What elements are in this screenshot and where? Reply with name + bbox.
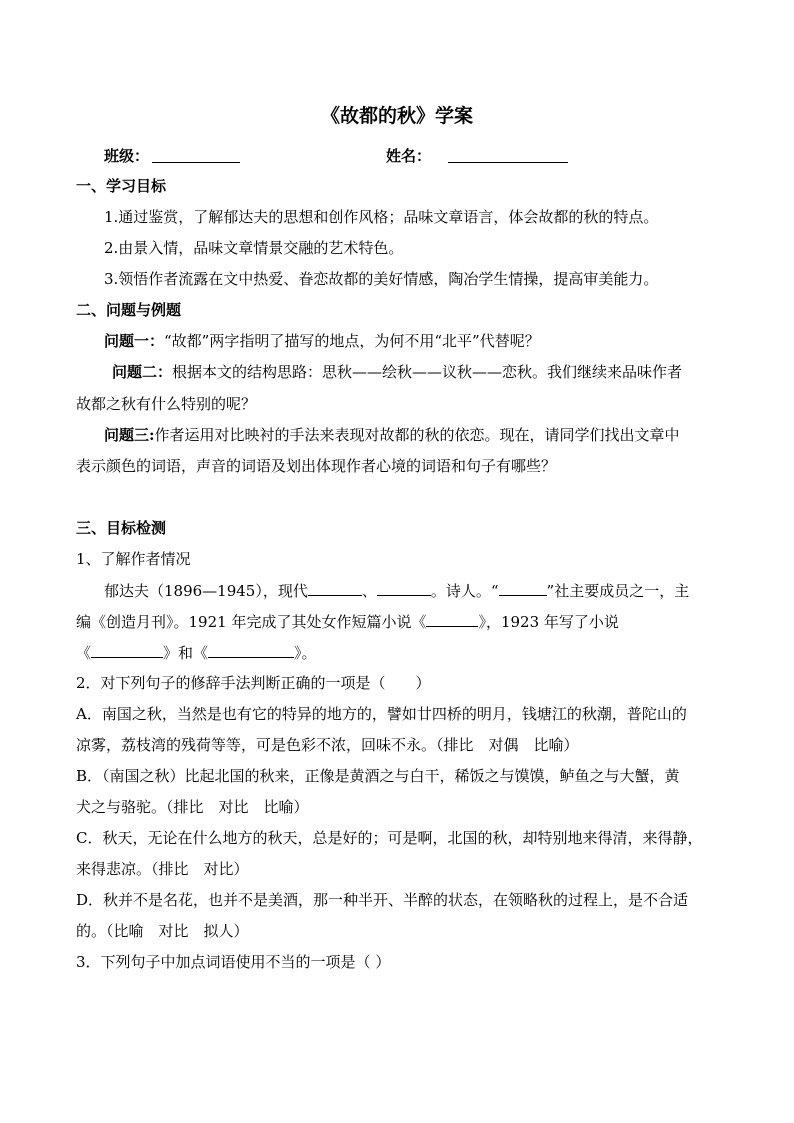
question-2: [112, 362, 682, 382]
author-info-line-3: [76, 642, 317, 663]
author-info-text: 。诗人。“: [430, 582, 499, 600]
author-info-line-2: [76, 611, 619, 632]
question-3-label: 问题三:: [104, 426, 155, 444]
author-info-line-1: [104, 580, 689, 601]
item3-heading: 3．下列句子中加点词语使用不当的一项是（ ）: [76, 953, 391, 971]
blank-field[interactable]: [426, 611, 478, 627]
option-d-line-1: D．秋并不是名花，也并不是美酒，那一种半开、半醉的状态，在领略秋的过程上，是不合适: [76, 891, 689, 909]
question-2-text: 根据本文的结构思路：思秋——绘秋——议秋——恋秋。我们继续来品味作者: [172, 363, 683, 381]
option-b-line-1: B．（南国之秋）比起北国的秋来，正像是黄酒之与白干，稀饭之与馍馍，鲈鱼之与大蟹，黄: [76, 767, 680, 785]
question-1-text: “故都”两字指明了描写的地点，为何不用“北平”代替呢？: [164, 332, 540, 350]
author-info-text: ”社主要成员之一，主: [546, 582, 690, 600]
class-label: 班级：: [104, 147, 150, 165]
question-2-label: 问题二：: [112, 363, 173, 381]
option-d-line-2: 的。（比喻 对比 拟人）: [76, 922, 249, 940]
author-info-text: 》和《: [163, 644, 209, 662]
question-1-label: 问题一：: [104, 332, 165, 350]
author-info-text: 《: [76, 644, 92, 662]
option-a-line-2: 凉雾，荔枝湾的残荷等等，可是色彩不浓，回味不永。（排比 对偶 比喻）: [76, 736, 579, 754]
author-info-text: 郁达夫（1896—1945），现代: [104, 582, 308, 600]
name-blank[interactable]: [448, 146, 568, 163]
class-blank[interactable]: [152, 146, 240, 163]
item2-heading: 2．对下列句子的修辞手法判断正确的一项是（ ）: [76, 674, 431, 692]
question-2-continued: 故都之秋有什么特别的呢？: [76, 395, 257, 413]
page-title: 《故都的秋》学案: [320, 105, 473, 127]
blank-field[interactable]: [377, 580, 431, 596]
author-info-text: 编《创造月刊》。1921 年完成了其处女作短篇小说《: [76, 613, 427, 631]
option-c-line-1: C．秋天，无论在什么地方的秋天，总是好的；可是啊，北国的秋，却特别地来得清，来得静，: [76, 829, 703, 847]
blank-field[interactable]: [499, 580, 547, 596]
option-a-line-1: A．南国之秋，当然是也有它的特异的地方的，譬如廿四桥的明月，钱塘江的秋潮，普陀山的: [76, 705, 687, 723]
question-1: [104, 331, 540, 351]
objective-2: 2.由景入情，品味文章情景交融的艺术特色。: [104, 239, 404, 257]
blank-field[interactable]: [308, 580, 362, 596]
author-info-text: 》。: [294, 644, 317, 662]
question-3-text: 作者运用对比映衬的手法来表现对故都的秋的依恋。现在，请同学们找出文章中: [154, 426, 680, 444]
section2-heading: 二、问题与例题: [76, 301, 182, 319]
question-3-continued: 表示颜色的词语，声音的词语及划出体现作者心境的词语和句子有哪些？: [76, 457, 557, 475]
blank-field[interactable]: [91, 642, 163, 658]
name-label: 姓名：: [386, 147, 432, 165]
author-info-text: 、: [361, 582, 377, 600]
section1-heading: 一、学习目标: [76, 177, 167, 195]
option-b-line-2: 犬之与骆驼。（排比 对比 比喻）: [76, 798, 309, 816]
item1-heading: 1、了解作者情况: [76, 550, 191, 568]
objective-1: 1.通过鉴赏，了解郁达夫的思想和创作风格；品味文章语言，体会故都的秋的特点。: [104, 208, 659, 226]
blank-field[interactable]: [208, 642, 294, 658]
author-info-text: 》，1923 年写了小说: [478, 613, 619, 631]
objective-3: 3.领悟作者流露在文中热爱、眷恋故都的美好情感，陶冶学生情操，提高审美能力。: [104, 270, 659, 288]
section3-heading: 三、目标检测: [76, 519, 167, 537]
question-3: [104, 425, 680, 445]
option-c-line-2: 来得悲凉。（排比 对比）: [76, 860, 249, 878]
